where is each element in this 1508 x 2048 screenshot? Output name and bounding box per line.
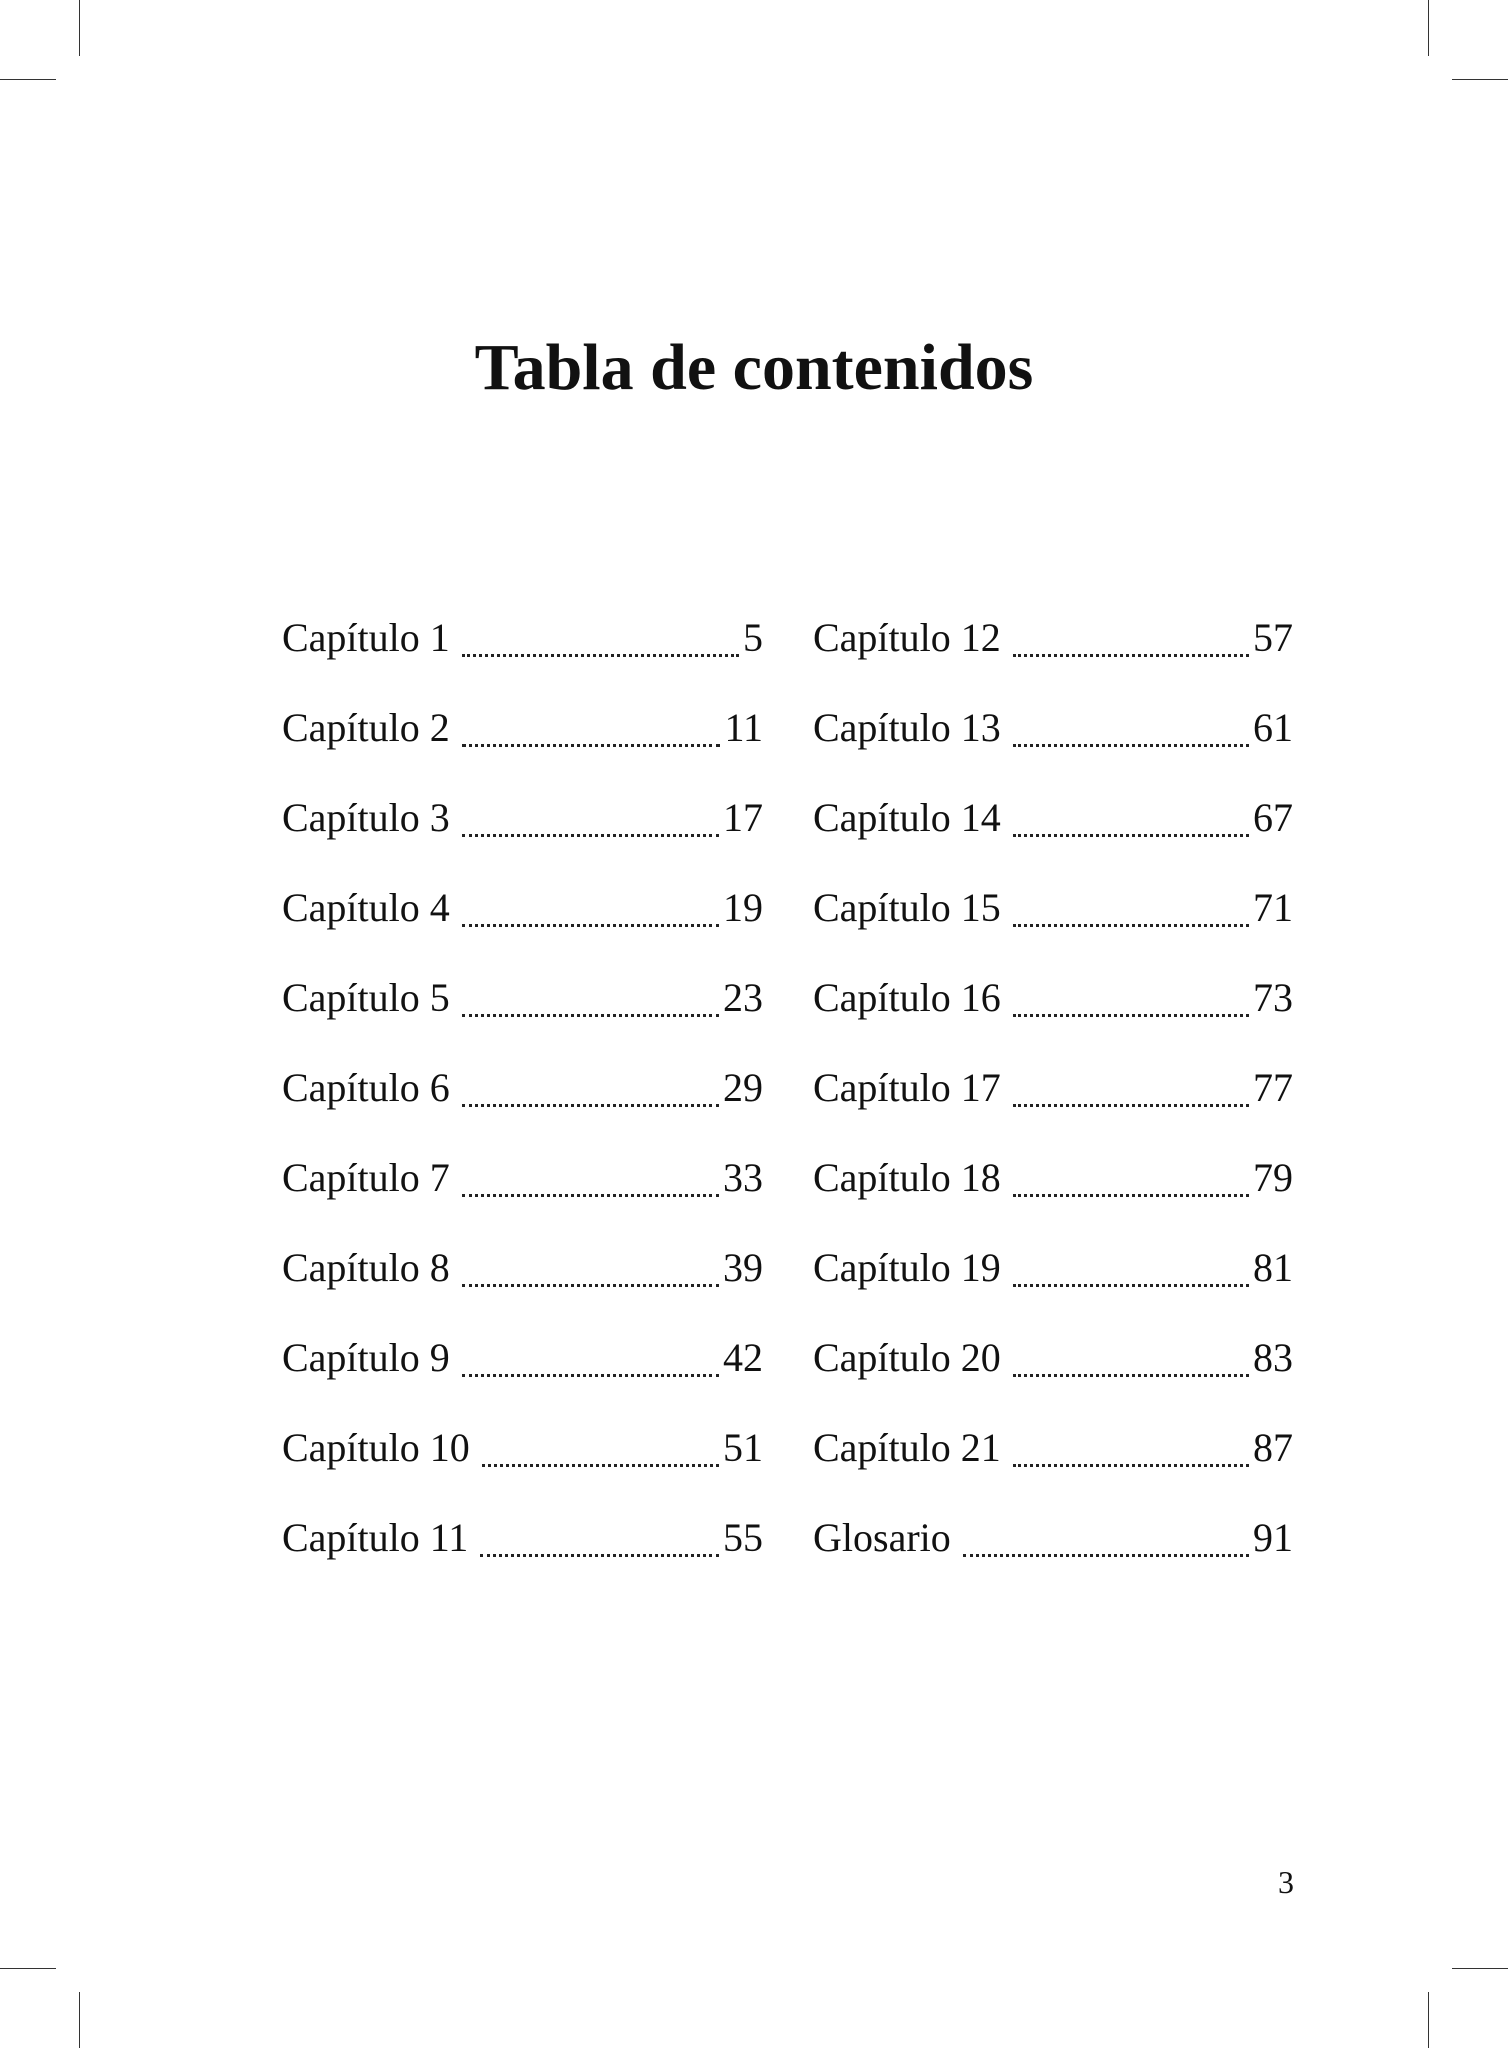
toc-entry-label: Capítulo 7 xyxy=(282,1155,450,1200)
toc-entry-page: 29 xyxy=(723,1065,763,1110)
toc-entry-page: 67 xyxy=(1253,795,1293,840)
toc-entry-label: Capítulo 21 xyxy=(813,1425,1001,1470)
toc-entry-label: Capítulo 1 xyxy=(282,615,450,660)
toc-entry[interactable] xyxy=(282,1148,763,1238)
toc-entry[interactable] xyxy=(813,1058,1293,1148)
dot-leader xyxy=(1013,1104,1249,1107)
toc-entry-page: 17 xyxy=(723,795,763,840)
toc-entry[interactable] xyxy=(282,968,763,1058)
dot-leader xyxy=(462,744,721,747)
toc-entry-page: 19 xyxy=(723,885,763,930)
toc-entry-page: 91 xyxy=(1253,1515,1293,1560)
toc-entry[interactable] xyxy=(813,608,1293,698)
toc-entry-page: 23 xyxy=(723,975,763,1020)
dot-leader xyxy=(1013,924,1249,927)
toc-entry-page: 11 xyxy=(724,705,763,750)
toc-entry-label: Glosario xyxy=(813,1515,951,1560)
toc-entry[interactable] xyxy=(813,1148,1293,1238)
toc-entry-page: 79 xyxy=(1253,1155,1293,1200)
toc-entry-page: 42 xyxy=(723,1335,763,1380)
toc-entry-page: 77 xyxy=(1253,1065,1293,1110)
crop-mark-top-left-vertical xyxy=(79,0,80,56)
dot-leader xyxy=(482,1464,719,1467)
toc-entry-label: Capítulo 20 xyxy=(813,1335,1001,1380)
dot-leader xyxy=(462,1014,719,1017)
toc-entry-page: 81 xyxy=(1253,1245,1293,1290)
toc-entry-label: Capítulo 18 xyxy=(813,1155,1001,1200)
dot-leader xyxy=(462,834,719,837)
toc-entry[interactable] xyxy=(813,1328,1293,1418)
toc-entry-label: Capítulo 16 xyxy=(813,975,1001,1020)
toc-entry[interactable] xyxy=(282,1238,763,1328)
toc-column-right xyxy=(813,608,1293,1598)
toc-entry[interactable] xyxy=(282,608,763,698)
toc-entry[interactable] xyxy=(813,878,1293,968)
toc-entry[interactable] xyxy=(282,1418,763,1508)
toc-entry-page: 73 xyxy=(1253,975,1293,1020)
toc-entry-page: 33 xyxy=(723,1155,763,1200)
toc-entry-page: 71 xyxy=(1253,885,1293,930)
dot-leader xyxy=(462,924,719,927)
dot-leader xyxy=(1013,654,1249,657)
toc-entry-label: Capítulo 13 xyxy=(813,705,1001,750)
crop-mark-bottom-left-horizontal xyxy=(0,1968,56,1969)
toc-entry-label: Capítulo 11 xyxy=(282,1515,469,1560)
toc-entry-page: 5 xyxy=(743,615,763,660)
dot-leader xyxy=(462,1104,719,1107)
toc-entry-page: 57 xyxy=(1253,615,1293,660)
toc-entry-label: Capítulo 10 xyxy=(282,1425,470,1470)
toc-entry-label: Capítulo 2 xyxy=(282,705,450,750)
dot-leader xyxy=(462,654,739,657)
crop-mark-top-left-horizontal xyxy=(0,79,56,80)
toc-entry-label: Capítulo 15 xyxy=(813,885,1001,930)
toc-entry-page: 61 xyxy=(1253,705,1293,750)
toc-entry-label: Capítulo 5 xyxy=(282,975,450,1020)
toc-entry-page: 87 xyxy=(1253,1425,1293,1470)
dot-leader xyxy=(480,1554,719,1557)
toc-column-left xyxy=(282,608,763,1598)
toc-entry[interactable] xyxy=(813,968,1293,1058)
dot-leader xyxy=(462,1374,719,1377)
dot-leader xyxy=(963,1554,1249,1557)
dot-leader xyxy=(1013,1194,1249,1197)
toc-entry-page: 51 xyxy=(723,1425,763,1470)
toc-entry[interactable] xyxy=(813,1508,1293,1598)
toc-entry[interactable] xyxy=(282,1508,763,1598)
crop-mark-top-right-vertical xyxy=(1428,0,1429,56)
toc-entry[interactable] xyxy=(282,788,763,878)
dot-leader xyxy=(1013,744,1249,747)
dot-leader xyxy=(1013,1464,1249,1467)
toc-entry-label: Capítulo 12 xyxy=(813,615,1001,660)
toc-entry-label: Capítulo 19 xyxy=(813,1245,1001,1290)
dot-leader xyxy=(1013,1284,1249,1287)
toc-entry[interactable] xyxy=(282,1328,763,1418)
page-number: 3 xyxy=(1278,1864,1294,1900)
dot-leader xyxy=(1013,1014,1249,1017)
toc-entry-label: Capítulo 9 xyxy=(282,1335,450,1380)
toc-entry-label: Capítulo 4 xyxy=(282,885,450,930)
toc-entry-label: Capítulo 3 xyxy=(282,795,450,840)
toc-entry-page: 55 xyxy=(723,1515,763,1560)
toc-entry[interactable] xyxy=(282,878,763,968)
toc-entry-label: Capítulo 8 xyxy=(282,1245,450,1290)
page-title: Tabla de contenidos xyxy=(474,331,1034,404)
toc-entry-page: 39 xyxy=(723,1245,763,1290)
crop-mark-top-right-horizontal xyxy=(1452,79,1508,80)
toc-entry-label: Capítulo 17 xyxy=(813,1065,1001,1110)
dot-leader xyxy=(462,1284,719,1287)
dot-leader xyxy=(462,1194,719,1197)
toc-entry[interactable] xyxy=(282,1058,763,1148)
toc-entry[interactable] xyxy=(813,1238,1293,1328)
crop-mark-bottom-left-vertical xyxy=(79,1992,80,2048)
toc-entry-page: 83 xyxy=(1253,1335,1293,1380)
toc-entry[interactable] xyxy=(813,788,1293,878)
toc-entry-label: Capítulo 14 xyxy=(813,795,1001,840)
crop-mark-bottom-right-horizontal xyxy=(1452,1968,1508,1969)
dot-leader xyxy=(1013,834,1249,837)
dot-leader xyxy=(1013,1374,1249,1377)
crop-mark-bottom-right-vertical xyxy=(1428,1992,1429,2048)
toc-entry[interactable] xyxy=(813,1418,1293,1508)
toc-entry[interactable] xyxy=(813,698,1293,788)
toc-entry[interactable] xyxy=(282,698,763,788)
toc-entry-label: Capítulo 6 xyxy=(282,1065,450,1110)
